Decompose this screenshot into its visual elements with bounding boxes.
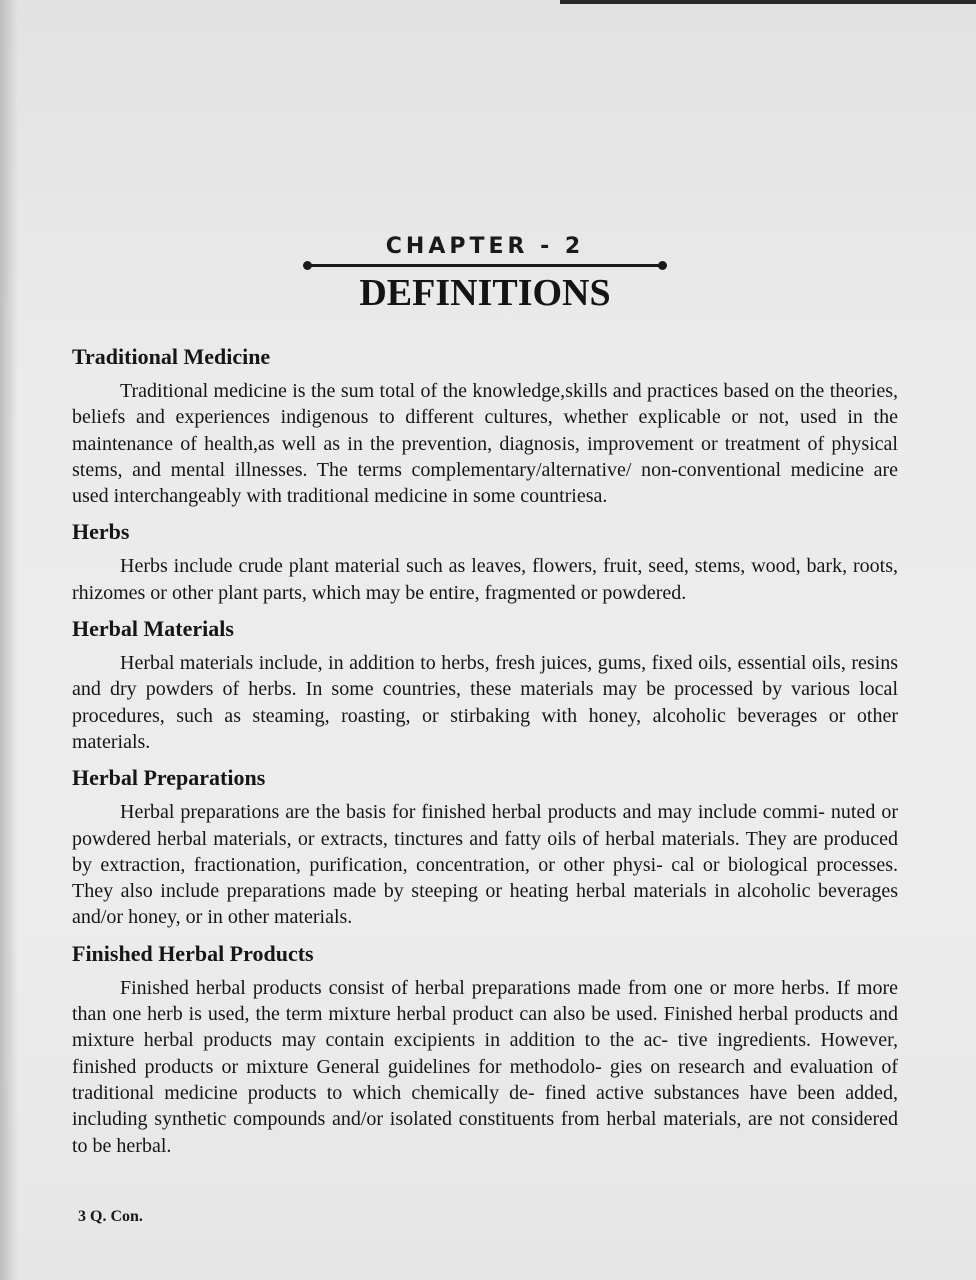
chapter-header: [300, 232, 670, 317]
section-body: Finished herbal products consist of herbal preparations made from one or more herbs. If more than one herb is used, the term mixture herbal product can also be used. Finished herbal products and mixture herbal products may contain excipients in addition to the ac- tive ingredients. However, finished products or mixture General guidelines for methodolo- gies on research and evaluation of traditional medicine products to which chemically de- fined active substances have been added, including synthetic compounds and/or isolated constituents from herbal materials, are not considered to be herbal.: [72, 976, 898, 1157]
section-heading: Herbs: [72, 519, 130, 545]
section-traditional-medicine: [72, 340, 898, 509]
divider-dot-left: [303, 261, 312, 270]
section-body: Traditional medicine is the sum total of the knowledge,skills and practices based on the theories, beliefs and experiences indigenous to different cultures, whether explicable or not, used in the maintenance of health,as well as in the prevention, diagnosis, improvement or treatment of physical stems, and mental illnesses. The terms complementary/alternative/ non-conventional medicine are used interchangeably with traditional medicine in some countriesa.: [72, 380, 898, 508]
section-heading: Herbal Preparations: [72, 765, 266, 791]
chapter-label: CHAPTER - 2: [385, 234, 585, 259]
section-finished-herbal-products: [72, 937, 898, 1159]
chapter-divider: [307, 264, 663, 267]
section-heading: Herbal Materials: [72, 616, 234, 642]
section-body: Herbs include crude plant material such as leaves, flowers, fruit, seed, stems, wood, bark, roots, rhizomes or other plant parts, which may be entire, fragmented or powdered.: [72, 555, 898, 604]
chapter-title: DEFINITIONS: [359, 272, 611, 314]
section-heading: Traditional Medicine: [72, 344, 271, 369]
section-heading: Finished Herbal Products: [72, 940, 314, 966]
page-content: [72, 340, 898, 1165]
printer-signature: 3 Q. Con.: [78, 1208, 143, 1225]
section-body: Herbal materials include, in addition to herbs, fresh juices, gums, fixed oils, essential oils, resins and dry powders of herbs. In some countries, these materials may be processed by various local procedures, such as steaming, roasting, or stirbaking with honey, alcoholic beverages or other materials.: [72, 652, 898, 753]
divider-dot-right: [658, 261, 667, 270]
binding-shadow: [0, 0, 18, 1280]
section-herbal-preparations: [72, 761, 898, 930]
page-top-edge: [560, 0, 976, 4]
section-body: Herbal preparations are the basis for finished herbal products and may include commi- nuted or powdered herbal materials, or extracts, tinctures and fatty oils of herbal materials. They are produced by extraction, fractionation, purification, concentration, or other physi- cal or biological processes. They also include preparations made by steeping or heating herbal materials in alcoholic beverages and/or honey, or in other materials.: [72, 801, 898, 929]
section-herbs: [72, 515, 898, 606]
section-herbal-materials: [72, 612, 898, 755]
